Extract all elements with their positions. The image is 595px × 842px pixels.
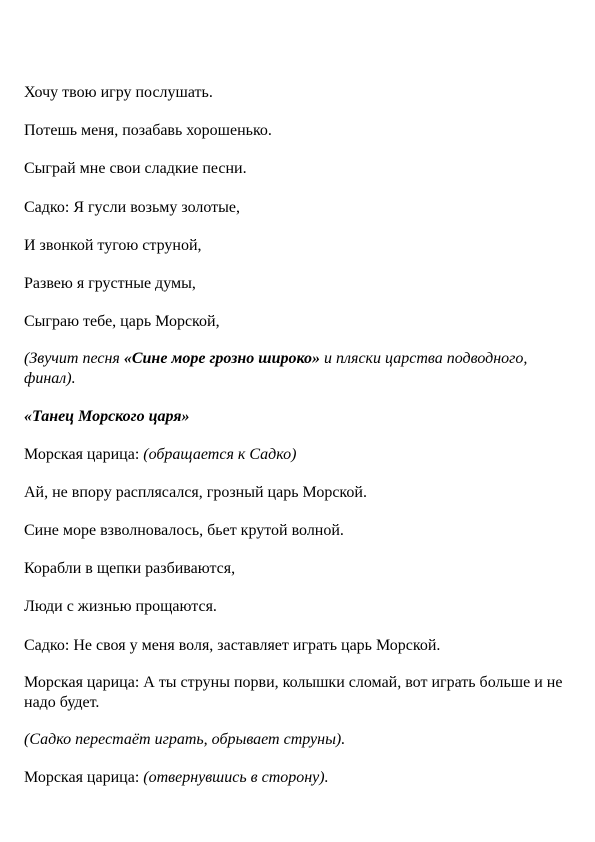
line-queen-final <box>24 767 569 789</box>
line-11: Ай, не впору расплясался, грозный царь Морской. <box>24 483 367 501</box>
line-2: Потешь меня, позабавь хорошенько. <box>24 122 272 140</box>
speaker-name: Морская царица: <box>24 769 144 787</box>
stage-direction: (отвернувшись в сторону). <box>143 769 329 787</box>
line-5: И звонкой тугою струной, <box>24 236 202 254</box>
line-3: Сыграй мне свои сладкие песни. <box>24 160 247 178</box>
line-14: Люди с жизнью прощаются. <box>24 598 217 616</box>
line-15: Садко: Не своя у меня воля, заставляет играть царь Морской. <box>24 636 441 654</box>
speaker-name: Морская царица: <box>24 445 144 463</box>
play-script-text <box>24 82 569 805</box>
stage-direction-intro: (Звучит песня <box>24 350 124 368</box>
line-7: Сыграю тебе, царь Морской, <box>24 313 220 331</box>
stage-direction-song <box>24 349 569 389</box>
stage-direction-strings: (Садко перестаёт играть, обрывает струны). <box>24 731 346 748</box>
line-12: Сине море взволновалось, бьет крутой волной. <box>24 522 344 540</box>
line-13: Корабли в щепки разбиваются, <box>24 560 236 578</box>
line-16: Морская царица: А ты струны порви, колышки сломай, вот играть больше и не надо будет. <box>24 673 563 711</box>
stage-direction-outro: и пляски царства подводного, финал). <box>24 350 528 388</box>
line-4: Садко: Я гусли возьму золотые, <box>24 198 241 216</box>
stage-direction: (обращается к Садко) <box>143 445 297 463</box>
section-heading: «Танец Морского царя» <box>24 407 190 425</box>
line-queen-address <box>24 444 569 466</box>
song-title: «Сине море грозно широко» <box>123 350 321 368</box>
line-1: Хочу твою игру послушать. <box>24 84 213 101</box>
line-6: Развею я грустные думы, <box>24 274 196 292</box>
